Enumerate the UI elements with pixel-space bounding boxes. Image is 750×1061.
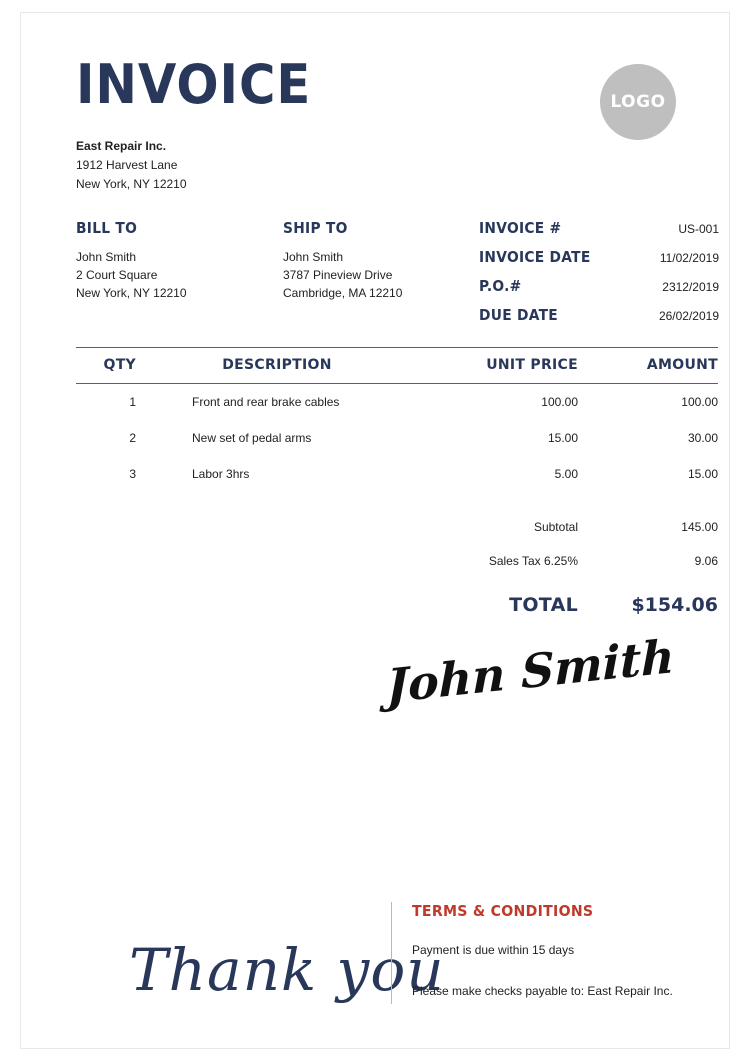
thank-you-note: Thank you [129,936,445,1004]
ship-to-street: 3787 Pineview Drive [283,268,393,282]
cell-qty: 2 [129,431,136,445]
bill-to-block [76,219,266,302]
meta-value: 26/02/2019 [658,309,719,323]
company-city-state-zip: New York, NY 12210 [76,177,187,191]
invoice-sheet [20,12,730,1049]
cell-description: New set of pedal arms [192,431,312,445]
column-header-qty: QTY [103,357,136,373]
meta-row-po-number [479,277,719,295]
totals-label: Subtotal [533,520,578,534]
meta-value: 11/02/2019 [659,251,719,265]
ship-to-heading: SHIP TO [283,219,348,237]
terms-line-payment-due: Payment is due within 15 days [412,943,575,957]
terms-title: TERMS & CONDITIONS [412,902,594,920]
signature-name: John Smith [386,628,674,714]
cell-unit-price: 100.00 [541,395,578,409]
logo-placeholder [600,64,676,140]
cell-amount: 30.00 [687,431,718,445]
meta-label: DUE DATE [479,306,559,324]
cell-description: Front and rear brake cables [192,395,340,409]
table-row [76,420,718,456]
table-header-row [76,348,718,383]
cell-amount: 15.00 [687,467,718,481]
column-header-amount: AMOUNT [646,357,718,373]
totals-row-subtotal [76,510,718,544]
meta-row-due-date [479,306,719,324]
meta-value: US-001 [678,222,719,236]
cell-description: Labor 3hrs [192,467,250,481]
ship-to-city-state-zip: Cambridge, MA 12210 [283,286,403,300]
ship-to-address [283,248,473,302]
bill-to-name: John Smith [76,250,137,264]
table-row [76,456,718,492]
meta-label: INVOICE DATE [479,248,591,266]
company-name: East Repair Inc. [76,139,167,153]
meta-label: INVOICE # [479,219,562,237]
meta-row-invoice-number [479,219,719,237]
invoice-meta [479,219,719,335]
bill-to-street: 2 Court Square [76,268,158,282]
terms-line-payable-to: Please make checks payable to: East Repair Inc. [412,984,673,998]
totals-row-sales-tax [76,544,718,578]
line-items-table [76,347,718,626]
cell-unit-price: 15.00 [547,431,578,445]
ship-to-block [283,219,473,302]
bill-to-address [76,248,266,302]
page-title: INVOICE [76,53,312,116]
terms-and-conditions [391,902,711,1004]
signature-block [374,621,674,731]
cell-unit-price: 5.00 [554,467,578,481]
meta-label: P.O.# [479,277,522,295]
cell-qty: 3 [129,467,136,481]
cell-qty: 1 [129,395,136,409]
bill-to-city-state-zip: New York, NY 12210 [76,286,187,300]
grand-total-value: $154.06 [631,594,718,616]
column-header-unit-price: UNIT PRICE [486,357,578,373]
totals-value: 9.06 [694,554,718,568]
company-street: 1912 Harvest Lane [76,158,178,172]
bill-to-heading: BILL TO [76,219,138,237]
meta-row-invoice-date [479,248,719,266]
table-row [76,384,718,420]
column-header-description: DESCRIPTION [222,357,332,373]
ship-to-name: John Smith [283,250,344,264]
logo-label: LOGO [610,92,666,112]
totals-row-grand-total [76,584,718,626]
grand-total-label: TOTAL [509,594,578,616]
totals-label: Sales Tax 6.25% [488,554,578,568]
company-block [76,137,187,194]
cell-amount: 100.00 [681,395,718,409]
totals-section [76,510,718,626]
totals-value: 145.00 [681,520,718,534]
meta-value: 2312/2019 [662,280,719,294]
